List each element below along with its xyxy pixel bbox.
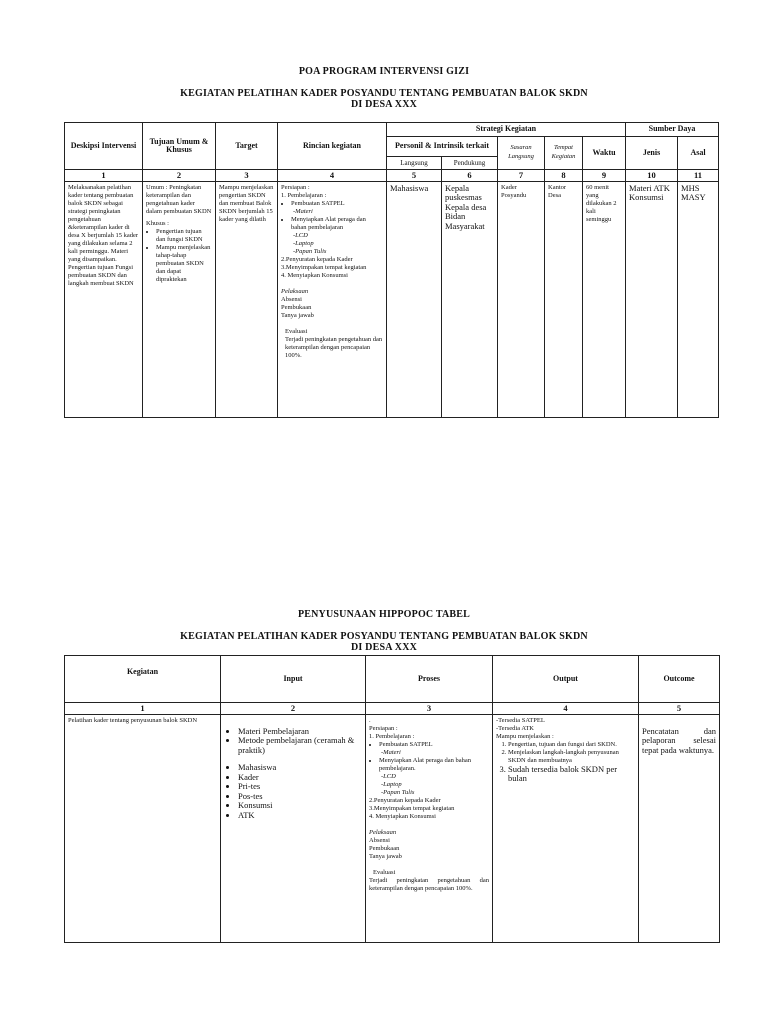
rincian-p1: 1. Pembelajaran : <box>281 191 327 199</box>
col-number: 1 <box>65 170 143 182</box>
header-target: Target <box>216 123 278 170</box>
cell-output <box>493 714 639 942</box>
proses-p1-list <box>369 741 489 749</box>
list-item: 3. Sudah tersedia balok SKDN per bulan <box>508 765 635 784</box>
doc1-subtitle-2: DI DESA XXX <box>350 99 418 110</box>
col-number: 5 <box>639 703 720 715</box>
cell-kegiatan: Pelatihan kader tentang penyusunan balok SKDN <box>65 714 221 942</box>
header-input: Input <box>221 656 366 703</box>
proses-pembukaan: Pembukaan <box>369 844 400 852</box>
rincian-evaluasi: Evaluasi <box>285 327 308 335</box>
poa-table <box>64 122 719 418</box>
header-waktu: Waktu <box>583 136 626 170</box>
col-number: 6 <box>442 170 498 182</box>
cell-outcome: Pencatatan dan pelaporan selesai tepat pada waktunya. <box>639 714 720 942</box>
header-tempat: Tempat Kegiatan <box>545 136 583 170</box>
rincian-pembukaan: Pembukaan <box>281 303 312 311</box>
list-item: • Konsumsi <box>238 801 362 811</box>
list-item: 1. Pengertian, tujuan dan fungsi dari SKDN. <box>508 741 635 749</box>
proses-papan: -Papan Tulis <box>381 788 415 796</box>
cell-tempat: Kantor Desa <box>545 181 583 417</box>
rincian-tanya: Tanya jawab <box>281 311 314 319</box>
proses-laptop: -Laptop <box>381 780 402 788</box>
header-pendukung: Pendukung <box>442 156 498 170</box>
cell-tujuan <box>143 181 216 417</box>
proses-materi: -Materi <box>381 748 401 756</box>
col-number: 10 <box>626 170 678 182</box>
list-item: • Pembuatan SATPEL <box>379 741 489 749</box>
rincian-laptop: -Laptop <box>293 239 314 247</box>
rincian-lcd: -LCD <box>293 231 308 239</box>
list-item: • Pembuatan SATPEL <box>291 200 383 208</box>
hippopoc-table <box>64 655 720 943</box>
proses-tanya: Tanya jawab <box>369 852 402 860</box>
cell-sasaran: Kader Posyandu <box>498 181 545 417</box>
header-sumber: Sumber Daya <box>626 123 719 137</box>
col-number: 8 <box>545 170 583 182</box>
rincian-p4: 4. Menyiapkan Konsumsi <box>281 271 348 279</box>
cell-langsung: Mahasiswa <box>387 181 442 417</box>
col-number: 3 <box>366 703 493 715</box>
col-number: 7 <box>498 170 545 182</box>
proses-p1: 1. Pembelajaran : <box>369 732 415 740</box>
list-item: • Menyiapkan Alat peraga dan bahan pembelajaran. <box>379 757 489 773</box>
doc1-subtitle-1: KEGIATAN PELATIHAN KADER POSYANDU TENTANG PEMBUATAN BALOK SKDN <box>180 88 588 99</box>
input-list-1 <box>224 727 362 756</box>
tujuan-umum: Umum : Peningkatan keterampilan dan pengetahuan kader dalam pembuatan SKDN <box>146 183 212 215</box>
header-langsung: Langsung <box>387 156 442 170</box>
list-item: • Pos-tes <box>238 792 362 802</box>
col-number: 3 <box>216 170 278 182</box>
list-item: • Materi Pembelajaran <box>238 727 362 737</box>
header-jenis: Jenis <box>626 136 678 170</box>
header-outcome: Outcome <box>639 656 720 703</box>
header-sasaran: Sasaran Langsung <box>498 136 545 170</box>
proses-p2: 2.Penyuratan kepada Kader <box>369 796 441 804</box>
proses-persiapan: Persiapan : <box>369 724 398 732</box>
rincian-materi: -Materi <box>293 207 313 215</box>
doc2-title: PENYUSUNAAN HIPPOPOC TABEL <box>297 609 471 620</box>
col-number: 9 <box>583 170 626 182</box>
list-item: • Kader <box>238 773 362 783</box>
proses-p3: 3.Menyimpakan tempat kegiatan <box>369 804 455 812</box>
header-rincian: Rincian kegiatan <box>278 123 387 170</box>
cell-deskripsi: Melaksanakan pelatihan kader tentang pembuatan balok SKDN sebagai strategi peningkatan pengetahuan &keterampilan kader di desa X berjumlah 15 kader yang dilakukan selama 2 kali perminggu. Materi yang disampaikan. Pengertian tujuan Fungsi pembuatan SKDN dan langkah membuat SKDN <box>65 181 143 417</box>
proses-p4: 4. Menyiapkan Konsumsi <box>369 812 436 820</box>
proses-evaluasi-text: Terjadi peningkatan pengetahuan dan keterampilan dengan pencapaian 100%. <box>369 876 489 892</box>
rincian-persiapan: Persiapan : <box>281 183 310 191</box>
cell-asal: MHS MASY <box>678 181 719 417</box>
rincian-p3: 3.Menyimpakan tempat kegiatan <box>281 263 367 271</box>
header-output: Output <box>493 656 639 703</box>
output-o1: -Tersedia SATPEL <box>496 716 545 724</box>
cell-rincian <box>278 181 387 417</box>
output-list <box>496 741 635 784</box>
list-item: • Pri-tes <box>238 782 362 792</box>
list-item: • Metode pembelajaran (ceramah & praktik) <box>238 736 362 755</box>
proses-lcd: -LCD <box>381 772 396 780</box>
proses-dot: . <box>369 716 371 724</box>
header-kegiatan: Kegiatan <box>65 656 221 703</box>
header-proses: Proses <box>366 656 493 703</box>
header-personil: Personil & Intrinsik terkait <box>387 136 498 156</box>
tujuan-khusus-label: Khusus : <box>146 219 169 227</box>
proses-evaluasi: Evaluasi <box>373 868 396 876</box>
proses-pelaksanaan: Pelaksaan <box>369 828 397 836</box>
tujuan-khusus-list <box>146 228 212 284</box>
input-list-2 <box>224 763 362 820</box>
cell-waktu: 60 menit yang dilakukan 2 kali seminggu <box>583 181 626 417</box>
col-number: 4 <box>278 170 387 182</box>
rincian-evaluasi-text: Terjadi peningkatan pengetahuan dan keterampilan dengan pencapaian 100%. <box>285 335 383 359</box>
col-number: 2 <box>143 170 216 182</box>
rincian-absensi: Absensi <box>281 295 302 303</box>
cell-input <box>221 714 366 942</box>
proses-absensi: Absensi <box>369 836 390 844</box>
cell-jenis: Materi ATK Konsumsi <box>626 181 678 417</box>
output-o3: Mampu menjelaskan : <box>496 732 554 740</box>
rincian-p2: 2.Penyuratan kepada Kader <box>281 255 353 263</box>
doc1-title: POA PROGRAM INTERVENSI GIZI <box>298 66 470 77</box>
header-asal: Asal <box>678 136 719 170</box>
list-item: • Mampu menjelaskan tahap-tahap pembuatan SKDN dan dapat dipraktekan <box>156 244 212 284</box>
col-number: 1 <box>65 703 221 715</box>
cell-proses <box>366 714 493 942</box>
list-item: • Pengertian tujuan dan fungsi SKDN <box>156 228 212 244</box>
doc2-subtitle-1: KEGIATAN PELATIHAN KADER POSYANDU TENTANG PEMBUATAN BALOK SKDN <box>180 631 588 642</box>
rincian-pelaksanaan: Pelaksaan <box>281 287 309 295</box>
doc2-subtitle-2: DI DESA XXX <box>350 642 418 653</box>
header-deskripsi: Deskipsi Intervensi <box>65 123 143 170</box>
list-item: • Menyiapkan Alat peraga dan bahan pembelajaran <box>291 216 383 232</box>
output-o2: -Tersedia ATK <box>496 724 534 732</box>
proses-p1-list-2 <box>369 757 489 773</box>
rincian-p1-list-2 <box>281 216 383 232</box>
cell-pendukung: Kepala puskesmas Kepala desa Bidan Masyarakat <box>442 181 498 417</box>
col-number: 2 <box>221 703 366 715</box>
col-number: 11 <box>678 170 719 182</box>
header-strategi: Strategi Kegiatan <box>387 123 626 137</box>
list-item: 2. Menjelaskan langkah-langkah penyusunan SKDN dan membuatnya <box>508 749 635 765</box>
cell-target: Mampu menjelaskan pengertian SKDN dan membuat Balok SKDN berjumlah 15 kader yang dilatih <box>216 181 278 417</box>
rincian-p1-list <box>281 200 383 208</box>
list-item: • Mahasiswa <box>238 763 362 773</box>
header-tujuan: Tujuan Umum & Khusus <box>143 123 216 170</box>
col-number: 5 <box>387 170 442 182</box>
list-item: • ATK <box>238 811 362 821</box>
rincian-papan: -Papan Tulis <box>293 247 327 255</box>
col-number: 4 <box>493 703 639 715</box>
